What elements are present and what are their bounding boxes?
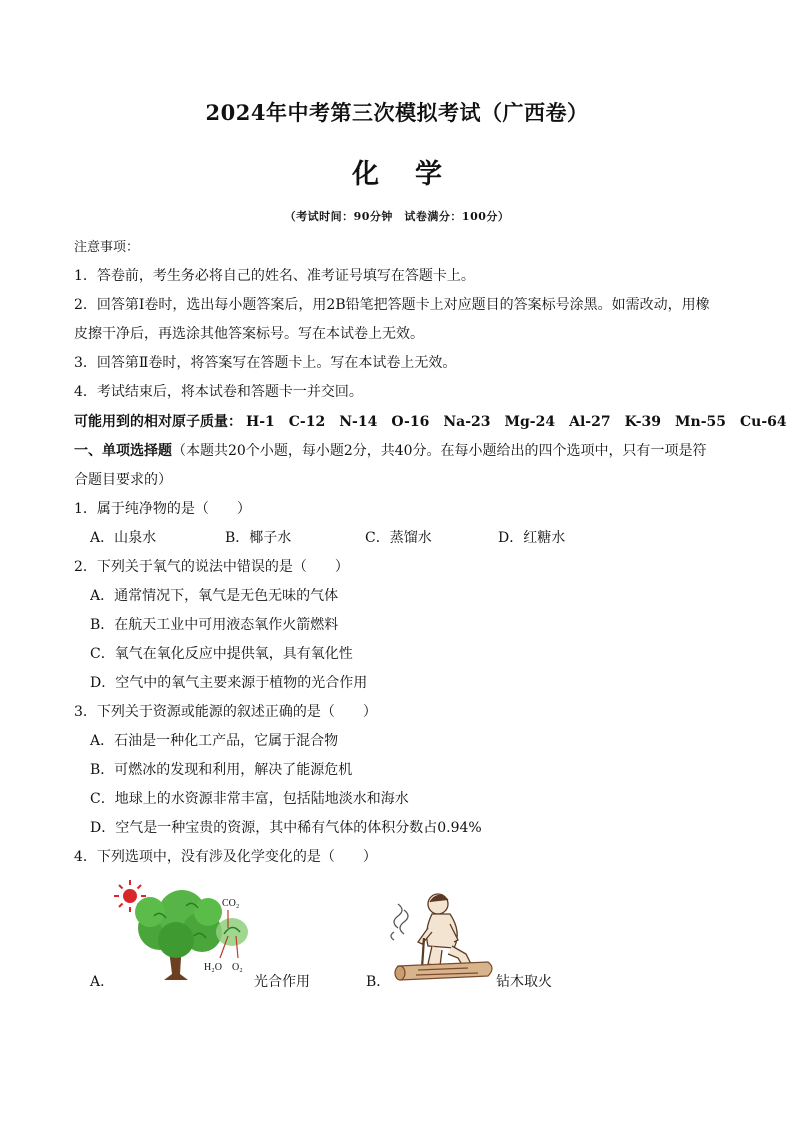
note-item: 皮擦干净后，再选涂其他答案标号。写在本试卷上无效。 — [74, 326, 424, 342]
atomic-masses-label: 可能用到的相对原子质量： — [74, 414, 242, 430]
section-heading: 一、单项选择题 — [74, 443, 172, 459]
o2-label: O₂ — [232, 962, 243, 973]
smoke-icon — [391, 904, 408, 940]
notes-heading: 注意事项： — [74, 240, 140, 255]
co2-label: CO₂ — [222, 898, 240, 909]
option-caption: 光合作用 — [254, 974, 310, 990]
option: D．红糖水 — [498, 530, 566, 546]
note-item: 1．答卷前，考生务必将自己的姓名、准考证号填写在答题卡上。 — [74, 268, 475, 284]
atomic-mass: Na-23 — [443, 414, 491, 430]
atomic-mass: Cu-64 — [740, 414, 787, 430]
atomic-masses — [74, 411, 787, 431]
question-stem: 3．下列关于资源或能源的叙述正确的是（ ） — [74, 704, 377, 720]
photosynthesis-figure — [110, 876, 255, 984]
option: B．椰子水 — [225, 530, 292, 546]
question-stem: 1．属于纯净物的是（ ） — [74, 501, 251, 517]
leaf-icon — [216, 918, 248, 946]
atomic-mass: Mg-24 — [504, 414, 556, 430]
exam-info: （考试时间：90分钟 试卷满分：100分） — [284, 210, 510, 223]
page-title: 2024年中考第三次模拟考试（广西卷） — [205, 100, 589, 125]
option: A．石油是一种化工产品，它属于混合物 — [90, 733, 339, 749]
note-item: 2．回答第Ⅰ卷时，选出每小题答案后，用2B铅笔把答题卡上对应题目的答案标号涂黑。如需改动，用橡 — [74, 297, 710, 313]
option: C．蒸馏水 — [365, 530, 432, 546]
h2o-label: H₂O — [204, 962, 222, 973]
option: A．通常情况下，氧气是无色无味的气体 — [90, 588, 339, 604]
option: C．氧气在氧化反应中提供氧，具有氧化性 — [90, 646, 353, 662]
section-desc-cont: 合题目要求的） — [74, 472, 172, 488]
option: A．山泉水 — [90, 530, 157, 546]
option: C．地球上的水资源非常丰富，包括陆地淡水和海水 — [90, 791, 409, 807]
option: D．空气中的氧气主要来源于植物的光合作用 — [90, 675, 368, 691]
atomic-mass: K-39 — [624, 414, 662, 430]
subject-title: 化学 — [352, 159, 478, 190]
atomic-mass: Al-27 — [569, 414, 611, 430]
atomic-mass: H-1 — [246, 414, 275, 430]
question-stem: 2．下列关于氧气的说法中错误的是（ ） — [74, 559, 349, 575]
option: D．空气是一种宝贵的资源，其中稀有气体的体积分数占0.94% — [90, 820, 482, 836]
atomic-mass: N-14 — [339, 414, 378, 430]
person-icon — [418, 894, 472, 968]
fire-drill-figure — [388, 888, 500, 988]
atomic-mass: O-16 — [391, 414, 430, 430]
atomic-mass: C-12 — [288, 414, 326, 430]
option: B．在航天工业中可用液态氧作火箭燃料 — [90, 617, 339, 633]
note-item: 3．回答第Ⅱ卷时，将答案写在答题卡上。写在本试卷上无效。 — [74, 355, 457, 371]
option-letter: A． — [90, 974, 115, 990]
log-icon — [395, 962, 492, 980]
section-desc: （本题共20个小题，每小题2分，共40分。在每小题给出的四个选项中，只有一项是符 — [172, 443, 707, 459]
option: B．可燃冰的发现和利用，解决了能源危机 — [90, 762, 353, 778]
question-stem: 4．下列选项中，没有涉及化学变化的是（ ） — [74, 849, 377, 865]
atomic-mass: Mn-55 — [675, 414, 726, 430]
section-intro — [74, 440, 707, 460]
option-letter: B． — [366, 974, 391, 990]
option-caption: 钻木取火 — [496, 974, 552, 990]
note-item: 4．考试结束后，将本试卷和答题卡一并交回。 — [74, 384, 363, 400]
